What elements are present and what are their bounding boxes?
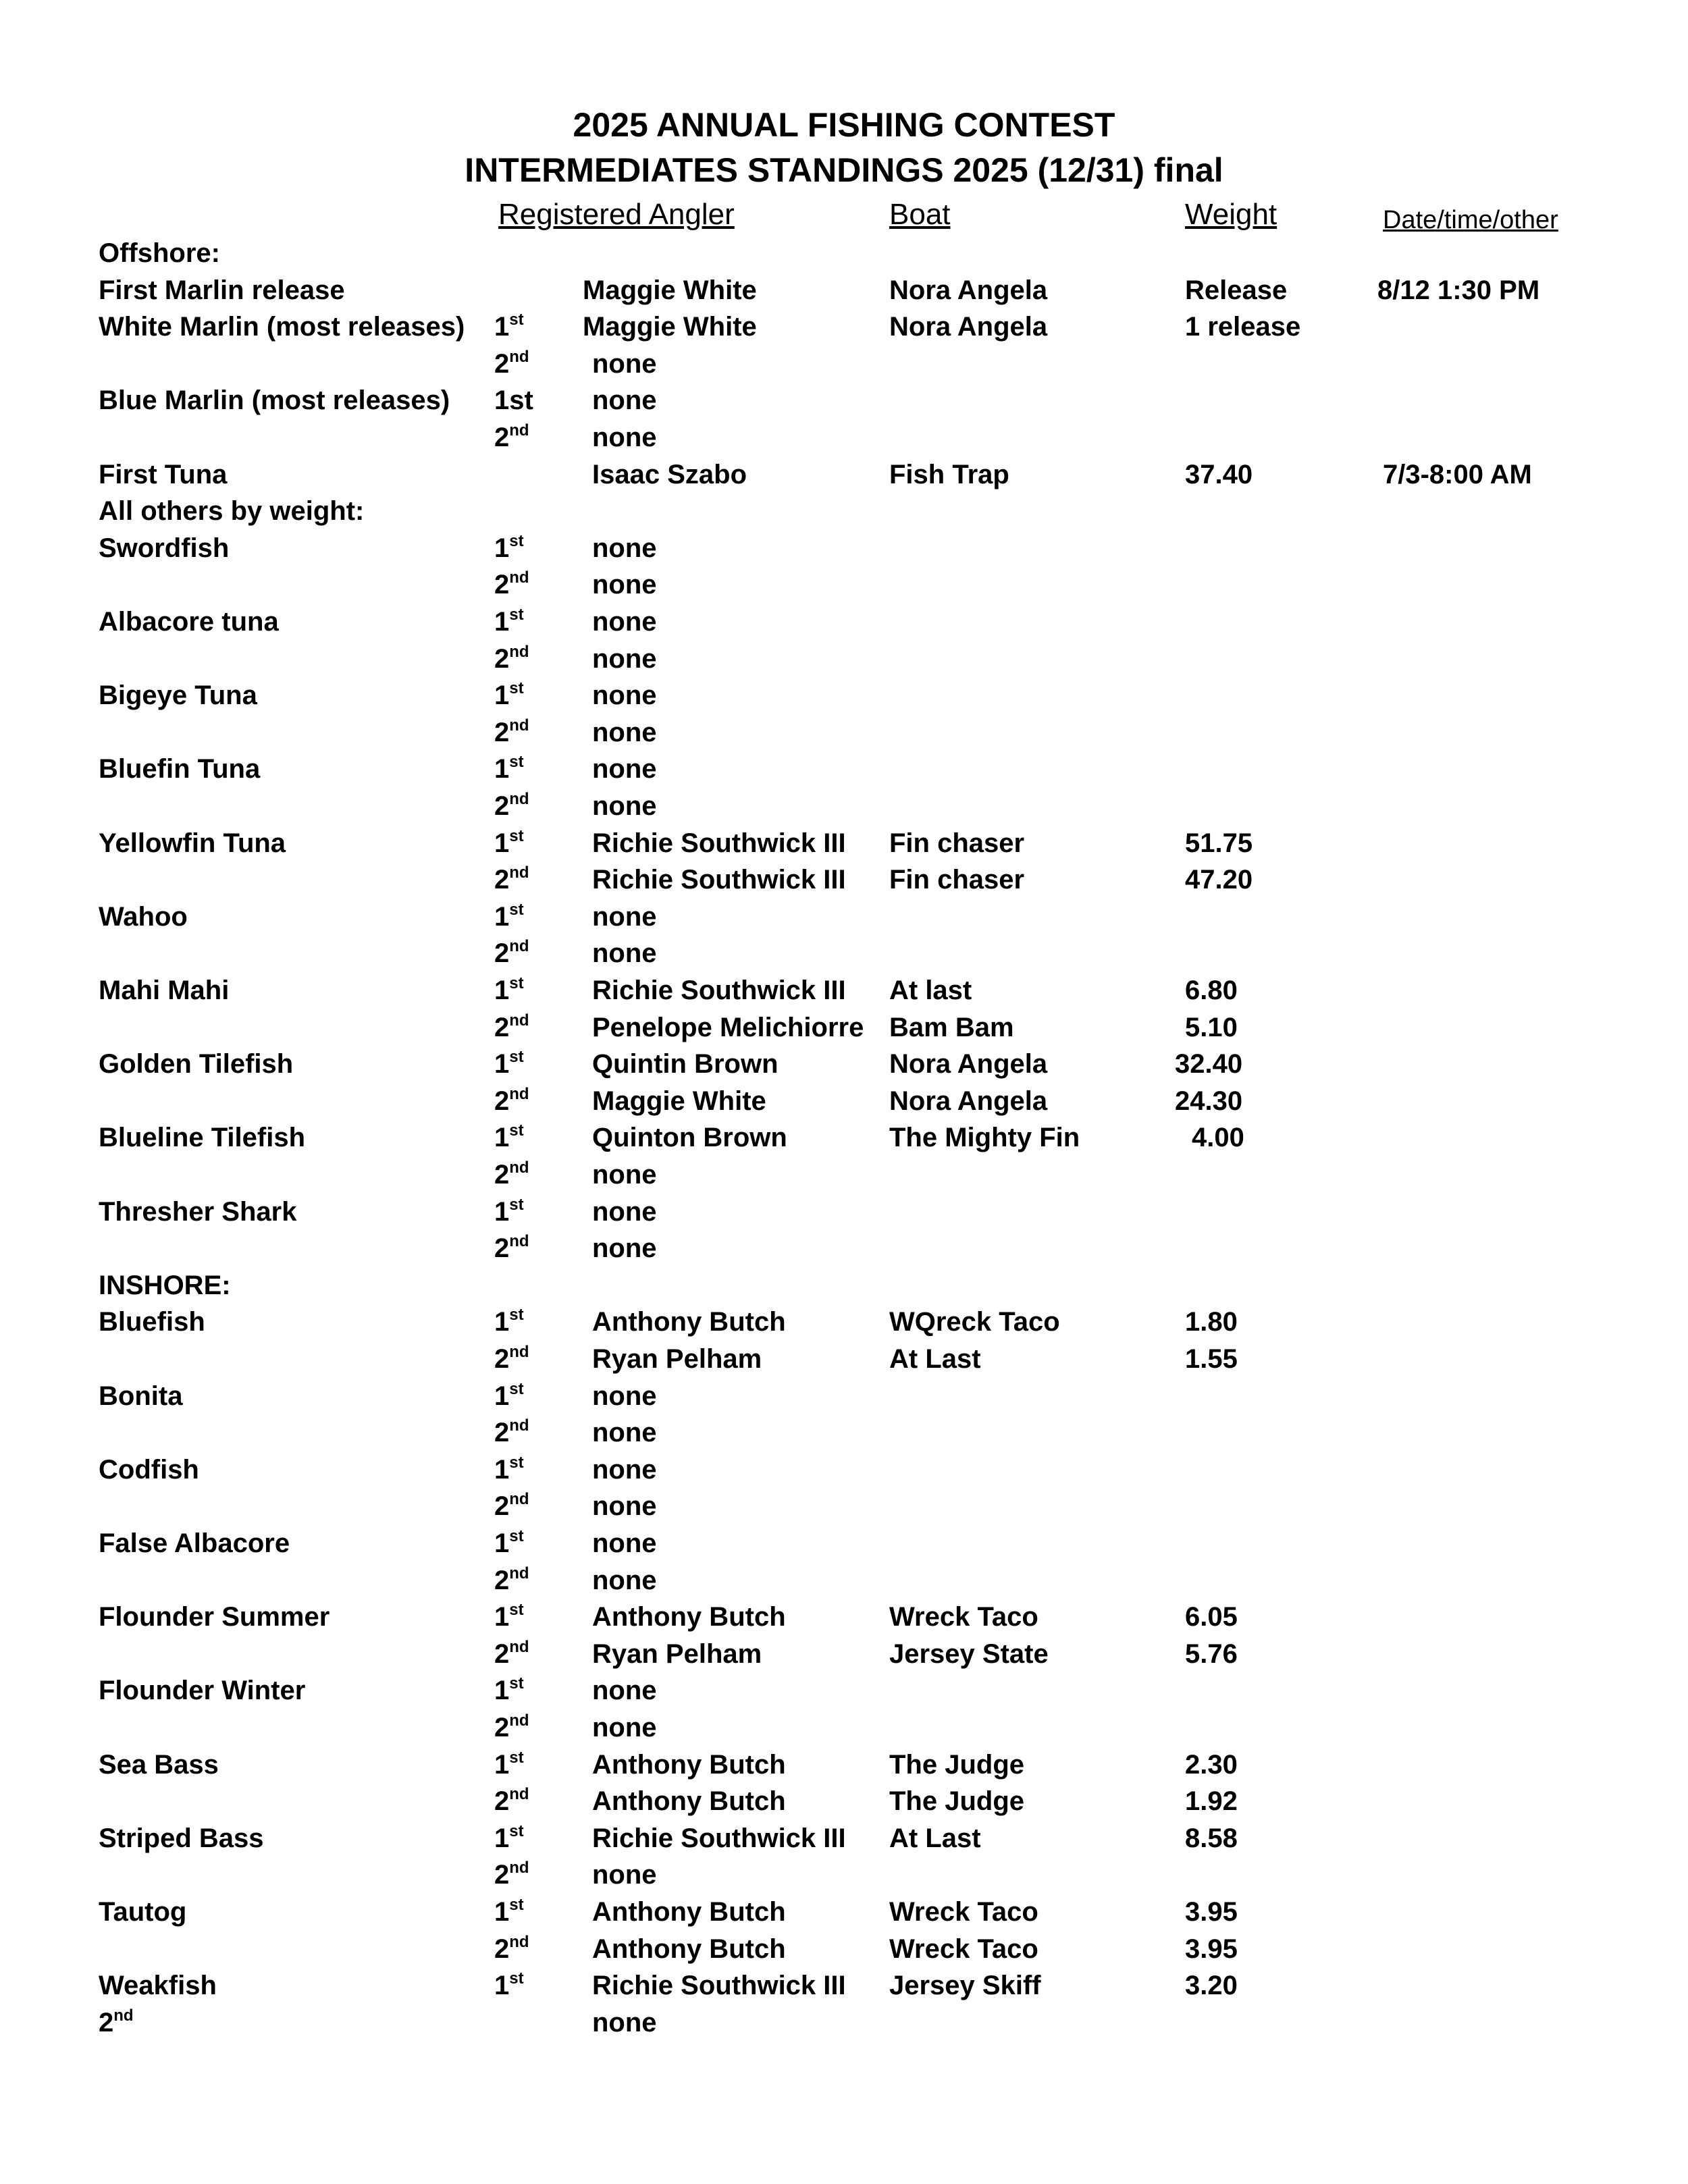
table-row <box>0 1636 1688 1673</box>
boat-name: Wreck Taco <box>889 1934 1038 1964</box>
place-label: 1st <box>494 1896 524 1927</box>
place-label: 1st <box>494 1453 524 1485</box>
table-row <box>0 604 1688 641</box>
angler-name: Quintin Brown <box>592 1049 779 1080</box>
weight-value: 3.95 <box>1185 1897 1238 1927</box>
weight-value: 24.30 <box>1175 1086 1243 1116</box>
weight-value: 37.40 <box>1185 459 1253 489</box>
place-label: 2nd <box>494 1158 529 1190</box>
category-label: Yellowfin Tuna <box>99 828 286 858</box>
place-label: 2nd <box>494 1564 529 1595</box>
table-row <box>0 1967 1688 2004</box>
place-label: 2nd <box>494 347 529 379</box>
place-ordinal-suffix: st <box>509 1379 524 1398</box>
category-label: Bluefin Tuna <box>99 754 261 784</box>
angler-name: none <box>592 1160 657 1190</box>
boat-name: Fin chaser <box>889 828 1025 858</box>
angler-name: none <box>592 901 657 932</box>
place-label: 2nd <box>494 1785 529 1817</box>
boat-name: At last <box>889 976 972 1005</box>
boat-name: At Last <box>889 1344 981 1374</box>
angler-name: none <box>592 1418 657 1448</box>
place-ordinal-suffix: st <box>509 900 524 919</box>
place-ordinal-suffix: st <box>509 1195 524 1214</box>
boat-name: Wreck Taco <box>889 1602 1038 1632</box>
weight-value: 1.92 <box>1185 1786 1238 1817</box>
angler-name: Maggie White <box>583 275 757 305</box>
boat-name: The Mighty Fin <box>889 1123 1080 1153</box>
table-row <box>0 1119 1688 1156</box>
place-ordinal-suffix: nd <box>113 2006 134 2025</box>
place-label: 1st <box>494 1527 524 1558</box>
table-row <box>0 825 1688 862</box>
table-row <box>0 1156 1688 1194</box>
table-row <box>0 1931 1688 1968</box>
place-ordinal-suffix: nd <box>509 1232 529 1251</box>
place-ordinal-suffix: st <box>509 1121 524 1140</box>
table-row <box>0 861 1688 899</box>
category-label: First Marlin release <box>99 275 345 305</box>
angler-name: Anthony Butch <box>592 1602 786 1632</box>
place-ordinal-suffix: st <box>509 753 524 772</box>
place-label: 1st <box>494 1195 524 1227</box>
angler-name: Anthony Butch <box>592 1786 786 1817</box>
angler-name: Penelope Melichiorre <box>592 1012 864 1042</box>
table-row <box>0 677 1688 714</box>
place-label: 1st <box>494 826 524 858</box>
angler-name: none <box>592 1528 657 1558</box>
table-row <box>0 1857 1688 1894</box>
date-time-value: 8/12 1:30 PM <box>1377 275 1540 305</box>
table-row <box>0 1083 1688 1120</box>
place-ordinal-suffix: st <box>509 1306 524 1325</box>
place-label: 1st <box>494 531 524 563</box>
angler-name: none <box>592 938 657 969</box>
place-label: 1st <box>494 606 524 637</box>
weight-value: 2.30 <box>1185 1749 1238 1780</box>
table-row <box>0 1709 1688 1747</box>
table-row <box>0 1378 1688 1415</box>
weight-value: 1.80 <box>1185 1307 1238 1337</box>
place-ordinal-suffix: nd <box>509 642 529 661</box>
category-label: Striped Bass <box>99 1823 264 1853</box>
weight-value: 3.20 <box>1185 1971 1238 2001</box>
table-row <box>0 1267 1688 1304</box>
place-label: 2nd <box>494 863 529 895</box>
table-row <box>0 493 1688 530</box>
category-label: Golden Tilefish <box>99 1049 294 1080</box>
category-label: Flounder Winter <box>99 1676 306 1706</box>
table-row <box>0 1672 1688 1709</box>
weight-value: 1 release <box>1185 312 1301 342</box>
place-ordinal-suffix: st <box>509 1527 524 1545</box>
category-label: Weakfish <box>99 1971 217 2001</box>
category-label: White Marlin (most releases) <box>99 312 465 342</box>
boat-name: At Last <box>889 1823 981 1853</box>
place-label: 2nd <box>494 1232 529 1264</box>
place-ordinal-suffix: nd <box>509 1490 529 1509</box>
table-row <box>0 456 1688 494</box>
boat-name: Nora Angela <box>889 1049 1048 1080</box>
place-ordinal-suffix: nd <box>509 1343 529 1361</box>
place-label: 1st <box>494 974 524 1005</box>
weight-value: 4.00 <box>1192 1123 1244 1153</box>
angler-name: none <box>592 1713 657 1742</box>
table-row <box>0 382 1688 419</box>
table-row <box>0 1747 1688 1784</box>
angler-name: none <box>592 754 657 784</box>
table-row <box>0 972 1688 1009</box>
table-row <box>0 788 1688 825</box>
table-row <box>0 1009 1688 1046</box>
category-label: Thresher Shark <box>99 1196 297 1227</box>
place-ordinal-suffix: st <box>509 606 524 624</box>
angler-name: Anthony Butch <box>592 1749 786 1780</box>
place-label: 2nd <box>494 1343 529 1374</box>
category-label: Flounder Summer <box>99 1602 330 1632</box>
table-row <box>0 935 1688 972</box>
angler-name: none <box>592 1454 657 1485</box>
header-boat: Boat <box>889 198 951 231</box>
header-weight: Weight <box>1185 198 1277 231</box>
table-row <box>0 1194 1688 1231</box>
header-registered-angler: Registered Angler <box>498 198 735 231</box>
weight-value: 1.55 <box>1185 1344 1238 1374</box>
angler-name: none <box>592 1565 657 1595</box>
place-ordinal-suffix: nd <box>509 421 529 440</box>
category-label: Mahi Mahi <box>99 976 230 1005</box>
boat-name: WQreck Taco <box>889 1307 1060 1337</box>
category-label: Codfish <box>99 1454 199 1485</box>
boat-name: The Judge <box>889 1786 1025 1817</box>
place-ordinal-suffix: st <box>509 1048 524 1067</box>
angler-name: none <box>592 1676 657 1706</box>
angler-name: Anthony Butch <box>592 1934 786 1964</box>
place-label: 1st <box>494 311 524 342</box>
category-label: Bonita <box>99 1381 183 1411</box>
weight-value: 5.10 <box>1185 1012 1238 1042</box>
place-ordinal-suffix: nd <box>509 347 529 366</box>
angler-name: none <box>592 2007 657 2037</box>
boat-name: Fish Trap <box>889 459 1009 489</box>
place-ordinal-suffix: nd <box>509 1416 529 1435</box>
angler-name: none <box>592 607 657 637</box>
place-ordinal-suffix: st <box>509 1748 524 1767</box>
place-ordinal-suffix: nd <box>509 1932 529 1951</box>
table-row <box>0 235 1688 272</box>
angler-name: none <box>592 423 657 452</box>
category-label: Tautog <box>99 1897 187 1927</box>
place-ordinal-suffix: st <box>509 679 524 698</box>
boat-name: Nora Angela <box>889 275 1048 305</box>
place-ordinal-suffix: st <box>509 1821 524 1840</box>
boat-name: Jersey Skiff <box>889 1971 1041 2001</box>
angler-name: none <box>592 570 657 600</box>
boat-name: The Judge <box>889 1749 1025 1780</box>
boat-name: Bam Bam <box>889 1012 1014 1042</box>
place-ordinal-suffix: nd <box>509 1859 529 1877</box>
place-label: 2nd <box>99 2006 134 2037</box>
place-label: 1st <box>494 679 524 711</box>
place-ordinal-suffix: nd <box>509 937 529 956</box>
angler-name: Richie Southwick III <box>592 976 846 1005</box>
category-label: Wahoo <box>99 901 188 932</box>
place-label: 1st <box>494 1601 524 1632</box>
place-ordinal-suffix: nd <box>509 863 529 882</box>
category-label: INSHORE: <box>99 1270 231 1300</box>
place-label: 2nd <box>494 568 529 600</box>
place-label: 2nd <box>494 1711 529 1742</box>
angler-name: Richie Southwick III <box>592 1823 846 1853</box>
place-ordinal-suffix: nd <box>509 716 529 735</box>
page-subtitle: INTERMEDIATES STANDINGS 2025 (12/31) final <box>465 151 1223 189</box>
angler-name: none <box>592 533 657 563</box>
weight-value: 5.76 <box>1185 1639 1238 1669</box>
boat-name: Wreck Taco <box>889 1897 1038 1927</box>
place-label: 1st <box>494 1048 524 1080</box>
category-label: Blue Marlin (most releases) <box>99 385 450 416</box>
table-row <box>0 1451 1688 1489</box>
place-ordinal-suffix: st <box>509 974 524 992</box>
category-label: False Albacore <box>99 1528 290 1558</box>
angler-name: Ryan Pelham <box>592 1344 762 1374</box>
place-label: 1st <box>494 1748 524 1780</box>
place-label: 2nd <box>494 1011 529 1042</box>
place-ordinal-suffix: nd <box>509 1084 529 1103</box>
table-row <box>0 309 1688 346</box>
place-label: 1st <box>494 1674 524 1706</box>
table-row <box>0 2004 1688 2042</box>
weight-value: Release <box>1185 275 1288 305</box>
category-label: First Tuna <box>99 459 228 489</box>
angler-name: Richie Southwick III <box>592 828 846 858</box>
category-label: Sea Bass <box>99 1749 219 1780</box>
weight-value: 47.20 <box>1185 865 1253 895</box>
table-row <box>0 1304 1688 1341</box>
table-row <box>0 346 1688 383</box>
place-label: 1st <box>494 1969 524 2001</box>
category-label: Swordfish <box>99 533 230 563</box>
category-label: Offshore: <box>99 238 220 268</box>
weight-value: 3.95 <box>1185 1934 1238 1964</box>
table-row <box>0 1820 1688 1857</box>
place-label: 1st <box>494 1306 524 1337</box>
page-title: 2025 ANNUAL FISHING CONTEST <box>573 106 1115 144</box>
place-ordinal-suffix: st <box>509 1453 524 1472</box>
place-label: 2nd <box>494 1084 529 1116</box>
table-row <box>0 419 1688 456</box>
category-label: Bigeye Tuna <box>99 681 257 711</box>
table-row <box>0 751 1688 788</box>
angler-name: none <box>592 717 657 747</box>
angler-name: none <box>592 1233 657 1264</box>
table-row <box>0 1414 1688 1451</box>
table-row <box>0 530 1688 567</box>
place-ordinal-suffix: nd <box>509 1011 529 1030</box>
place-ordinal-suffix: st <box>509 1674 524 1693</box>
table-row <box>0 1599 1688 1636</box>
place-label: 2nd <box>494 716 529 747</box>
category-label: Albacore tuna <box>99 607 279 637</box>
angler-name: none <box>592 385 657 416</box>
table-row <box>0 899 1688 936</box>
place-label: 2nd <box>494 1490 529 1522</box>
angler-name: none <box>592 1196 657 1227</box>
angler-name: none <box>592 348 657 379</box>
angler-name: none <box>592 643 657 674</box>
boat-name: Nora Angela <box>889 1086 1048 1116</box>
place-label: 2nd <box>494 642 529 674</box>
place-label: 2nd <box>494 1932 529 1964</box>
weight-value: 51.75 <box>1185 828 1253 858</box>
angler-name: Isaac Szabo <box>592 459 747 489</box>
weight-value: 8.58 <box>1185 1823 1238 1853</box>
angler-name: Anthony Butch <box>592 1307 786 1337</box>
table-row <box>0 1341 1688 1378</box>
category-label: All others by weight: <box>99 496 365 527</box>
place-label: 2nd <box>494 1416 529 1448</box>
category-label: Bluefish <box>99 1307 205 1337</box>
angler-name: Ryan Pelham <box>592 1639 762 1669</box>
place-label: 1st <box>494 1379 524 1411</box>
angler-name: none <box>592 1381 657 1411</box>
date-time-value: 7/3-8:00 AM <box>1383 459 1532 489</box>
table-row <box>0 1230 1688 1267</box>
table-row <box>0 1488 1688 1525</box>
angler-name: none <box>592 1491 657 1522</box>
place-label: 1st <box>494 1121 524 1153</box>
place-ordinal-suffix: nd <box>509 790 529 808</box>
angler-name: Richie Southwick III <box>592 865 846 895</box>
place-ordinal-suffix: st <box>509 1601 524 1620</box>
boat-name: Fin chaser <box>889 865 1025 895</box>
table-row <box>0 1562 1688 1599</box>
place-label: 2nd <box>494 421 529 452</box>
table-row <box>0 1525 1688 1562</box>
place-ordinal-suffix: st <box>509 1896 524 1914</box>
angler-name: Maggie White <box>583 312 757 342</box>
header-date-time-other: Date/time/other <box>1383 206 1558 234</box>
angler-name: none <box>592 681 657 711</box>
angler-name: Anthony Butch <box>592 1897 786 1927</box>
angler-name: Maggie White <box>592 1086 766 1116</box>
place-ordinal-suffix: st <box>509 826 524 845</box>
angler-name: Quinton Brown <box>592 1123 787 1153</box>
table-row <box>0 1783 1688 1820</box>
place-label: 1st <box>494 1821 524 1853</box>
weight-value: 6.05 <box>1185 1602 1238 1632</box>
place-ordinal-suffix: st <box>509 1969 524 1988</box>
angler-name: none <box>592 1860 657 1890</box>
place-label: 1st <box>494 753 524 784</box>
place-label: 1st <box>494 385 533 416</box>
table-row <box>0 272 1688 309</box>
place-label: 2nd <box>494 1637 529 1669</box>
table-row <box>0 566 1688 604</box>
place-ordinal-suffix: st <box>509 531 524 550</box>
angler-name: Richie Southwick III <box>592 1971 846 2001</box>
table-row <box>0 714 1688 751</box>
place-label: 1st <box>494 900 524 932</box>
weight-value: 32.40 <box>1175 1049 1243 1080</box>
place-ordinal-suffix: nd <box>509 1564 529 1582</box>
table-row <box>0 1894 1688 1931</box>
table-row <box>0 1046 1688 1083</box>
place-ordinal-suffix: nd <box>509 1711 529 1730</box>
weight-value: 6.80 <box>1185 976 1238 1005</box>
place-ordinal-suffix: nd <box>509 1158 529 1177</box>
category-label: Blueline Tilefish <box>99 1123 305 1153</box>
place-ordinal-suffix: st <box>509 311 524 329</box>
place-label: 2nd <box>494 1859 529 1890</box>
place-ordinal-suffix: nd <box>509 1785 529 1804</box>
place-label: 2nd <box>494 790 529 821</box>
boat-name: Nora Angela <box>889 312 1048 342</box>
place-ordinal-suffix: nd <box>509 1637 529 1656</box>
place-label: 2nd <box>494 937 529 969</box>
place-ordinal-suffix: nd <box>509 568 529 587</box>
boat-name: Jersey State <box>889 1639 1049 1669</box>
angler-name: none <box>592 791 657 821</box>
table-row <box>0 641 1688 678</box>
